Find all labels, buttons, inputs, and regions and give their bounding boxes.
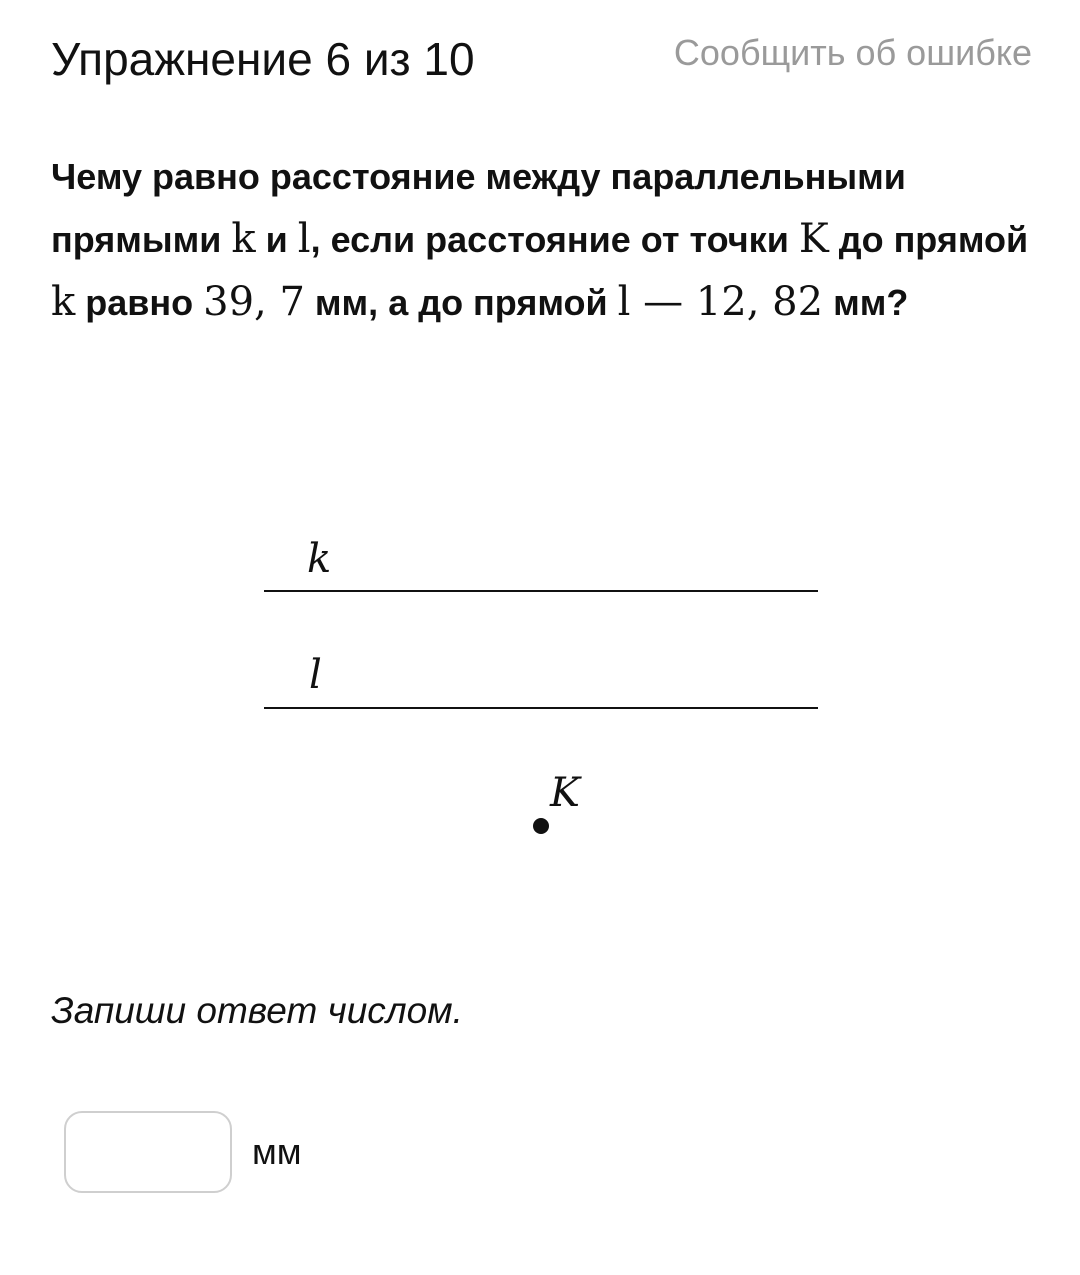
math-line-k: k [231, 216, 256, 262]
point-K-label: K [550, 770, 580, 816]
question-fragment: до прямой [828, 219, 1029, 260]
question-fragment: равно [75, 282, 204, 323]
question-fragment: мм, а до прямой [304, 282, 618, 323]
math-line-k: k [51, 279, 76, 325]
answer-input[interactable] [64, 1111, 232, 1193]
question-fragment: , если расстояние от точки [310, 219, 799, 260]
line-l-label: l [309, 652, 322, 698]
question-fragment: Чему равно расстояние между параллельными прямыми [51, 156, 906, 260]
line-k-label: k [307, 536, 332, 582]
math-distance-l: — 12, 82 [630, 279, 824, 325]
question-fragment: и [255, 219, 298, 260]
math-line-l: l [617, 279, 631, 325]
report-error-link[interactable]: Сообщить об ошибке [673, 32, 1032, 73]
point-K [533, 818, 549, 834]
math-distance-k: 39, 7 [203, 279, 305, 325]
question-fragment: мм? [823, 282, 909, 323]
answer-instruction: Запиши ответ числом. [51, 990, 463, 1031]
exercise-counter-title: Упражнение 6 из 10 [51, 33, 475, 85]
math-point-K: K [798, 216, 829, 262]
answer-unit-label: мм [252, 1131, 302, 1172]
math-line-l: l [297, 216, 311, 262]
exercise-header [51, 28, 1032, 92]
question-text [51, 145, 1036, 334]
